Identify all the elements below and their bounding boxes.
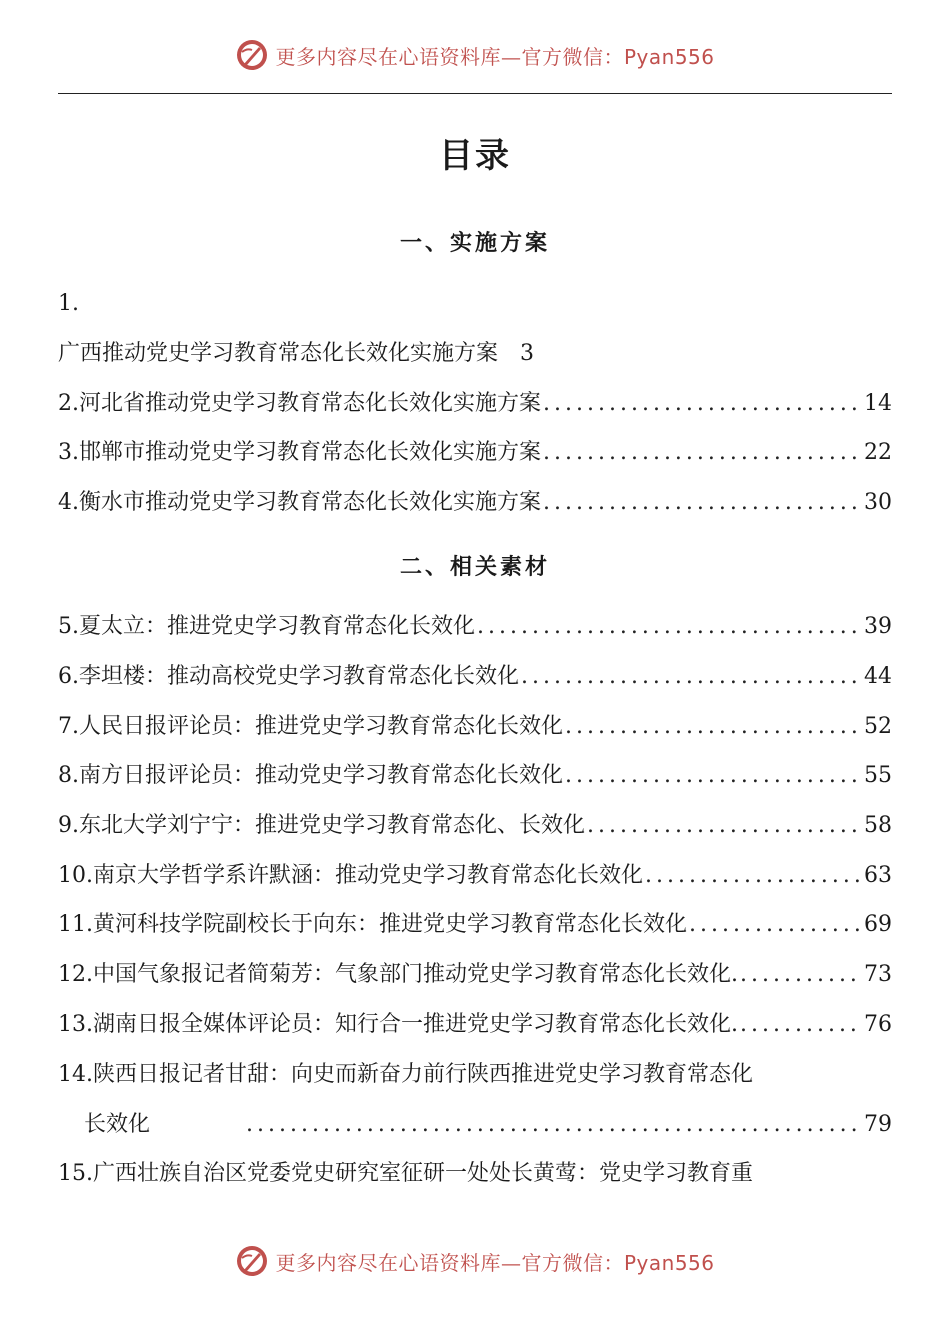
toc-entry-page: 14: [864, 391, 892, 416]
dot-leader: [587, 811, 862, 841]
quill-logo-icon: [235, 1244, 269, 1278]
toc-entry[interactable]: [58, 339, 534, 369]
dot-leader: [543, 488, 862, 518]
toc-entry-number: 15.: [58, 1161, 93, 1186]
toc-entry-number: 3.: [58, 440, 79, 465]
toc-entry[interactable]: [58, 1159, 753, 1189]
toc-entry-page: 76: [864, 1012, 892, 1037]
toc-entry-text: 夏太立：推进党史学习教育常态化长效化: [79, 614, 476, 639]
dot-leader: [543, 438, 862, 468]
toc-entry[interactable]: [58, 861, 892, 891]
toc-entry-text: 人民日报评论员：推进党史学习教育常态化长效化: [79, 714, 564, 739]
toc-entry[interactable]: [58, 1060, 753, 1090]
dot-leader: [565, 761, 862, 791]
toc-entry-text: 衡水市推动党史学习教育常态化长效化实施方案: [79, 490, 542, 515]
quill-logo-icon: [235, 38, 269, 72]
dot-leader: [477, 612, 862, 642]
toc-entry-text: 黄河科技学院副校长于向东：推进党史学习教育常态化长效化: [93, 912, 688, 937]
toc-entry[interactable]: [58, 612, 892, 642]
toc-entry-text: 广西推动党史学习教育常态化长效化实施方案: [58, 341, 499, 366]
toc-entry-continuation[interactable]: [84, 1110, 892, 1140]
toc-entry-number: 12.: [58, 962, 93, 987]
header-watermark: [0, 38, 950, 72]
toc-entry-page: 44: [864, 664, 892, 689]
toc-entry-number: 7.: [58, 714, 79, 739]
toc-entry-number: 11.: [58, 912, 93, 937]
toc-entry-page: 52: [864, 714, 892, 739]
dot-leader: [565, 712, 862, 742]
dot-leader: [740, 1010, 862, 1040]
page-title: 目录: [439, 136, 511, 176]
toc-entry-text: 长效化: [84, 1112, 151, 1137]
toc-entry-page: 63: [864, 863, 892, 888]
toc-entry-page: 3: [520, 341, 535, 366]
dot-leader: [246, 1110, 862, 1140]
toc-entry-text: 南方日报评论员：推动党史学习教育常态化长效化: [79, 763, 564, 788]
header-divider: [58, 93, 892, 94]
toc-entry[interactable]: [58, 662, 892, 692]
toc-entry-number: 4.: [58, 490, 79, 515]
toc-entry[interactable]: [58, 910, 892, 940]
toc-entry[interactable]: [58, 960, 892, 990]
toc-entry-page: 58: [864, 813, 892, 838]
toc-entry-number: 9.: [58, 813, 79, 838]
toc-entry-number: 8.: [58, 763, 79, 788]
toc-entry-page: 73: [864, 962, 892, 987]
toc-entry-text: 李坦楼：推动高校党史学习教育常态化长效化: [79, 664, 520, 689]
toc-entry-text: 东北大学刘宁宁：推进党史学习教育常态化、长效化: [79, 813, 586, 838]
watermark-text: 更多内容尽在心语资料库—官方微信：Pyan556: [275, 44, 715, 69]
toc-entry-text: 中国气象报记者简菊芳：气象部门推动党史学习教育常态化长效化.: [93, 962, 738, 987]
watermark-text: 更多内容尽在心语资料库—官方微信：Pyan556: [275, 1250, 715, 1275]
toc-entry-page: 39: [864, 614, 892, 639]
section-heading-1: 一、实施方案: [399, 231, 550, 256]
toc-entry[interactable]: [58, 761, 892, 791]
toc-entry-text: 河北省推动党史学习教育常态化长效化实施方案: [79, 391, 542, 416]
toc-entry-number: 6.: [58, 664, 79, 689]
dot-leader: [645, 861, 862, 891]
dot-leader: [543, 389, 862, 419]
toc-entry-number: 13.: [58, 1012, 93, 1037]
toc-entry[interactable]: [58, 389, 892, 419]
footer-watermark: [0, 1244, 950, 1278]
toc-entry-text: 邯郸市推动党史学习教育常态化长效化实施方案: [79, 440, 542, 465]
toc-entry-page: 30: [864, 490, 892, 515]
dot-leader: [740, 960, 862, 990]
toc-entry-number: 1.: [58, 291, 79, 316]
toc-entry-text: 南京大学哲学系许默涵：推动党史学习教育常态化长效化: [93, 863, 644, 888]
toc-entry-page: 79: [864, 1112, 892, 1137]
toc-entry-text: 湖南日报全媒体评论员：知行合一推进党史学习教育常态化长效化.: [93, 1012, 738, 1037]
toc-entry[interactable]: [58, 1010, 892, 1040]
toc-entry-page: 55: [864, 763, 892, 788]
toc-entry[interactable]: [58, 438, 892, 468]
toc-entry-number: 2.: [58, 391, 79, 416]
toc-entry-number: 14.: [58, 1062, 93, 1087]
toc-entry[interactable]: [58, 488, 892, 518]
section-heading-2: 二、相关素材: [399, 555, 550, 580]
toc-entry-text: 广西壮族自治区党委党史研究室征研一处处长黄莺：党史学习教育重: [93, 1161, 754, 1186]
toc-entry[interactable]: [58, 712, 892, 742]
toc-entry-number: 10.: [58, 863, 93, 888]
dot-leader: [521, 662, 862, 692]
dot-leader: [689, 910, 862, 940]
toc-entry-text: 陕西日报记者甘甜：向史而新奋力前行陕西推进党史学习教育常态化: [93, 1062, 754, 1087]
toc-entry[interactable]: [58, 811, 892, 841]
toc-entry-page: 69: [864, 912, 892, 937]
toc-entry-page: 22: [864, 440, 892, 465]
toc-entry-number: 5.: [58, 614, 79, 639]
